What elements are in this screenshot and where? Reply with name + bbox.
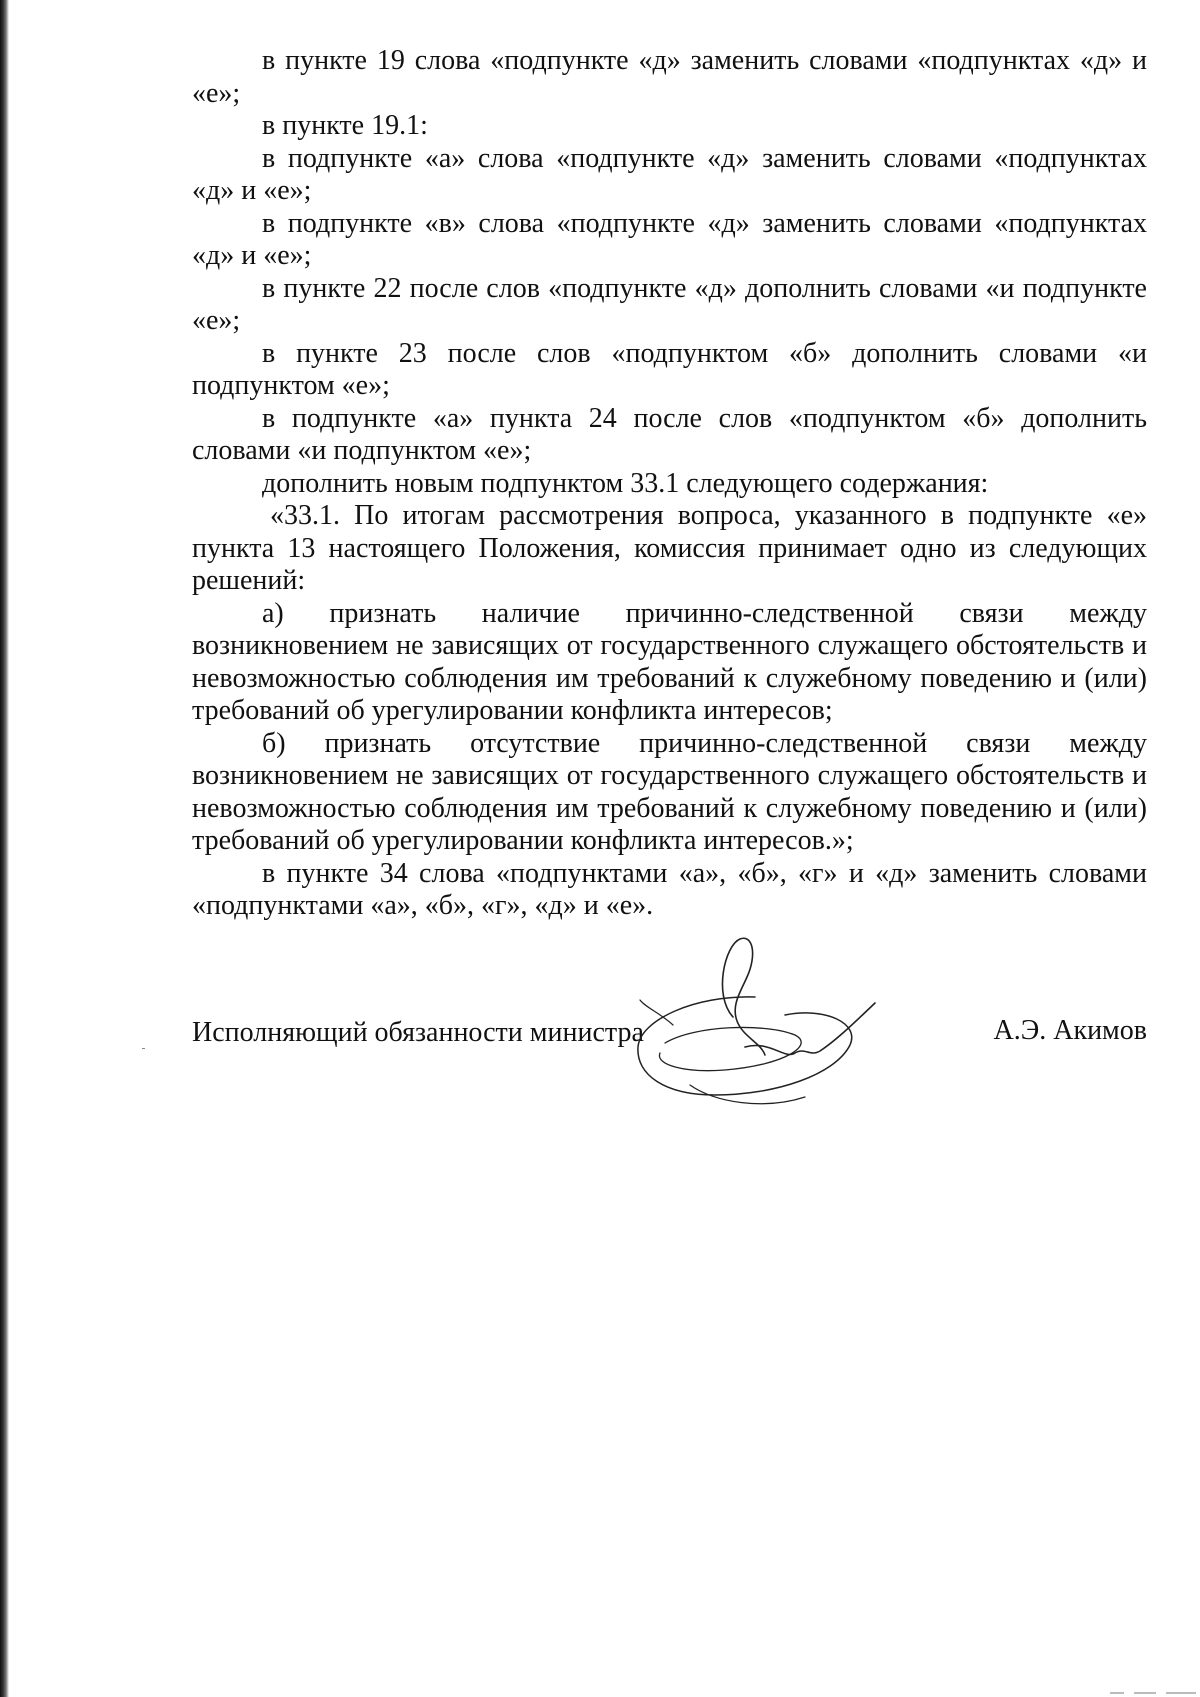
paragraph-item-34: в пункте 34 слова «подпунктами «а», «б», «г» и «д» заменить словами «подпунктами «а», «б», «г», «д» и «е». (192, 857, 1147, 921)
signatory-position: Исполняющий обязанности министра (192, 1017, 644, 1048)
signature-stroke-lower (690, 1085, 805, 1104)
paragraph-item-19: в пункте 19 слова «подпункте «д» заменить словами «подпунктах «д» и «е»; (192, 45, 1147, 109)
signature-stroke-oval (638, 997, 852, 1095)
signatory-name: А.Э. Акимов (993, 1015, 1147, 1046)
paragraph-add-33-1: дополнить новым подпунктом 33.1 следующего содержания: (262, 467, 989, 499)
scan-speck (142, 1048, 145, 1049)
paragraph-33-1-text: «33.1. По итогам рассмотрения вопроса, указанного в подпункте «е» пункта 13 настоящего Положения, комиссия принимает одно из следующих решений: (192, 500, 1147, 596)
paragraph-subitem-a: в подпункте «а» слова «подпункте «д» заменить словами «подпунктах «д» и «е»; (192, 142, 1147, 206)
paragraph-decision-b: б) признать отсутствие причинно-следственной связи между возникновением не зависящих от государственного служащего обстоятельств и невозможностью соблюдения им требований к служебному поведению и (или) требований об урегулировании конфликта интересов.»; (192, 727, 1147, 856)
paragraph-item-19-1: в пункте 19.1: (262, 110, 428, 141)
paragraph-item-23: в пункте 23 после слов «подпунктом «б» дополнить словами «и подпунктом «е»; (192, 337, 1147, 401)
paragraph-subitem-v: в подпункте «в» слова «подпункте «д» заменить словами «подпунктах «д» и «е»; (192, 207, 1147, 271)
scan-corner-marks (1096, 1688, 1196, 1694)
paragraph-item-22: в пункте 22 после слов «подпункте «д» дополнить словами «и подпункте «е»; (192, 272, 1147, 336)
handwritten-signature (635, 925, 915, 1135)
paragraph-decision-a: а) признать наличие причинно-следственной связи между возникновением не зависящих от государственного служащего обстоятельств и невозможностью соблюдения им требований к служебному поведению и (или) требований об урегулировании конфликта интересов; (192, 597, 1147, 726)
paragraph-item-24: в подпункте «а» пункта 24 после слов «подпунктом «б» дополнить словами «и подпунктом «е»; (192, 402, 1147, 466)
scan-edge-border (0, 0, 9, 1697)
document-body (192, 45, 1147, 923)
signature-stroke-inner-oval (659, 1027, 801, 1070)
